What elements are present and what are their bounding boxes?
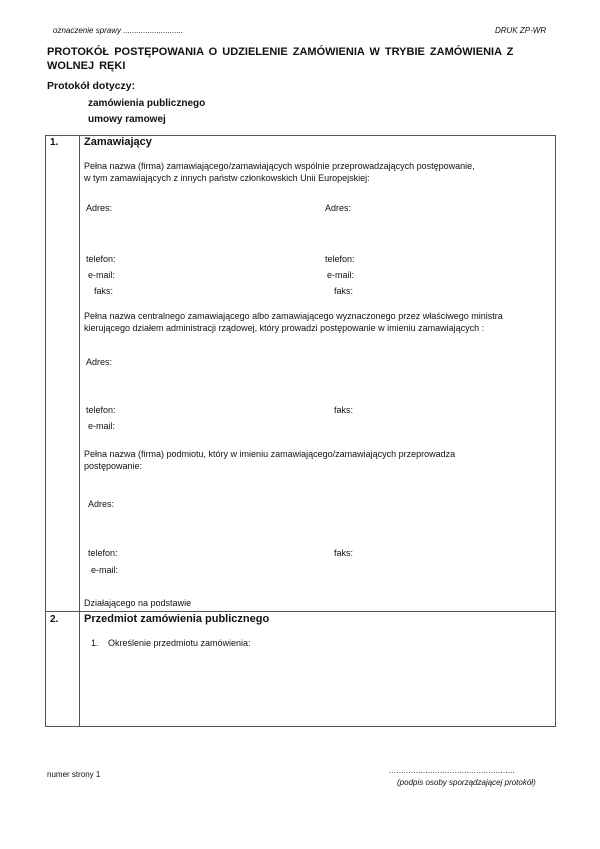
phone-label-left[interactable]: telefon: [86,254,116,264]
section-2-number: 2. [50,614,59,625]
concerns-label: Protokół dotyczy: [47,80,136,92]
form-code: DRUK ZP-WR [495,26,547,35]
contracting-authority-name-text-2: w tym zamawiających z innych państw członkowskich Unii Europejskiej: [84,173,370,183]
subject-item-label[interactable]: Określenie przedmiotu zamówienia: [108,638,251,648]
agent-entity-text-1: Pełna nazwa (firma) podmiotu, który w imieniu zamawiającego/zamawiających przeprowadza [84,449,456,459]
fax-label-left[interactable]: faks: [94,286,114,296]
contracting-authority-name-text-1: Pełna nazwa (firma) zamawiającego/zamawiających wspólnie przeprowadzających postępowanie, [84,161,475,171]
central-address-label[interactable]: Adres: [86,357,113,367]
section-1-heading: Zamawiający [84,136,152,148]
email-label-left[interactable]: e-mail: [88,270,116,280]
section-1-number: 1. [50,137,59,148]
agent-address-label[interactable]: Adres: [88,499,115,509]
concerns-option-framework-agreement[interactable]: umowy ramowej [88,114,166,125]
central-email-label[interactable]: e-mail: [88,421,116,431]
page-number: numer strony 1 [47,770,101,779]
central-authority-text-2: kierującego działem administracji rządowej, który prowadzi postępowanie w imieniu zamawiających : [84,323,485,333]
agent-fax-label[interactable]: faks: [334,548,354,558]
section-2-heading: Przedmiot zamówienia publicznego [84,613,270,625]
signature-caption: (podpis osoby sporządzającej protokół) [397,778,536,787]
central-authority-text-1: Pełna nazwa centralnego zamawiającego albo zamawiającego wyznaczonego przez właściwego ministra [84,311,503,321]
case-mark: oznaczenie sprawy ........................... [53,26,184,35]
column-divider [79,135,80,727]
agent-entity-text-2: postępowanie: [84,461,143,471]
concerns-option-public-order[interactable]: zamówienia publicznego [88,98,206,109]
agent-phone-label[interactable]: telefon: [88,548,118,558]
central-phone-label[interactable]: telefon: [86,405,116,415]
signature-line[interactable]: .................................................... [389,766,515,775]
central-fax-label[interactable]: faks: [334,405,354,415]
email-label-right[interactable]: e-mail: [327,270,355,280]
acting-basis-label[interactable]: Działającego na podstawie [84,598,192,608]
phone-label-right[interactable]: telefon: [325,254,355,264]
fax-label-right[interactable]: faks: [334,286,354,296]
document-title: PROTOKÓŁ POSTĘPOWANIA O UDZIELENIE ZAMÓWIENIA W TRYBIE ZAMÓWIENIA Z WOLNEJ RĘKI [47,46,514,72]
agent-email-label[interactable]: e-mail: [91,565,119,575]
subject-item-number: 1. [91,638,99,648]
row-divider [45,611,556,612]
address-label-right[interactable]: Adres: [325,203,352,213]
address-label-left[interactable]: Adres: [86,203,113,213]
